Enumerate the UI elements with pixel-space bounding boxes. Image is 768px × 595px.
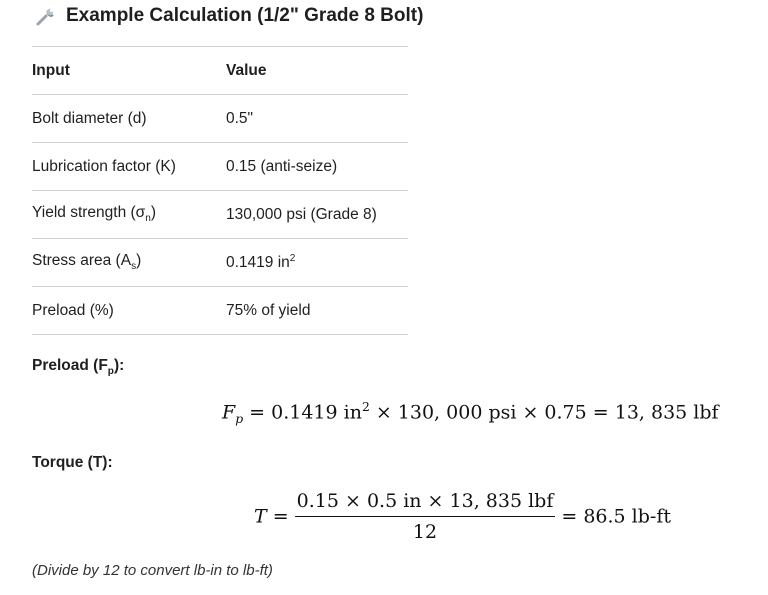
- input-text: Yield strength (σ: [32, 204, 146, 222]
- torque-denominator: 12: [412, 521, 438, 543]
- value-superscript: 2: [289, 252, 296, 264]
- input-cell: Lubrication factor (K): [32, 143, 226, 191]
- torque-fraction: [295, 490, 556, 543]
- table-header-row: [32, 47, 408, 95]
- input-text-after: ): [150, 204, 157, 222]
- preload-label-after: ):: [113, 357, 125, 374]
- preload-rhs-b: × 130, 000 psi × 0.75 = 13, 835 lbf: [369, 401, 719, 424]
- torque-label: Torque (T):: [32, 454, 113, 471]
- torque-result: = 86.5 lb-ft: [561, 505, 671, 528]
- section-title-text: Example Calculation (1/2" Grade 8 Bolt): [66, 5, 424, 26]
- input-subscript: s: [131, 261, 137, 273]
- inputs-table: [32, 46, 408, 335]
- section-title: [34, 4, 423, 28]
- table-row: [32, 143, 408, 191]
- wrench-icon: [34, 4, 58, 28]
- torque-numerator: 0.15 × 0.5 in × 13, 835 lbf: [295, 490, 556, 517]
- input-cell: [32, 191, 226, 239]
- column-header-input: Input: [32, 47, 226, 95]
- preload-variable: F: [222, 401, 236, 424]
- preload-label-text: Preload (F: [32, 357, 108, 374]
- preload-variable-subscript: p: [235, 412, 244, 427]
- table-row: [32, 239, 408, 287]
- preload-formula: [222, 400, 719, 426]
- conversion-note: (Divide by 12 to convert lb-in to lb-ft): [32, 562, 273, 579]
- column-header-value: Value: [226, 47, 408, 95]
- input-subscript: n: [145, 213, 151, 225]
- input-cell: Preload (%): [32, 287, 226, 335]
- value-cell: 0.5": [226, 95, 408, 143]
- table-row: [32, 191, 408, 239]
- table-row: [32, 95, 408, 143]
- value-cell: 130,000 psi (Grade 8): [226, 191, 408, 239]
- preload-rhs-superscript: 2: [361, 400, 370, 414]
- torque-variable: T =: [254, 505, 289, 528]
- input-text: Stress area (A: [32, 252, 132, 270]
- torque-formula: [254, 490, 671, 543]
- value-cell: 75% of yield: [226, 287, 408, 335]
- table-row: [32, 287, 408, 335]
- preload-rhs-a: = 0.1419 in: [249, 401, 362, 424]
- value-cell: [226, 239, 408, 287]
- input-cell: Bolt diameter (d): [32, 95, 226, 143]
- preload-label-subscript: p: [107, 366, 114, 378]
- input-cell: [32, 239, 226, 287]
- input-text-after: ): [136, 252, 142, 270]
- preload-label: [32, 357, 124, 377]
- value-cell: 0.15 (anti-seize): [226, 143, 408, 191]
- value-text: 0.1419 in: [226, 254, 290, 272]
